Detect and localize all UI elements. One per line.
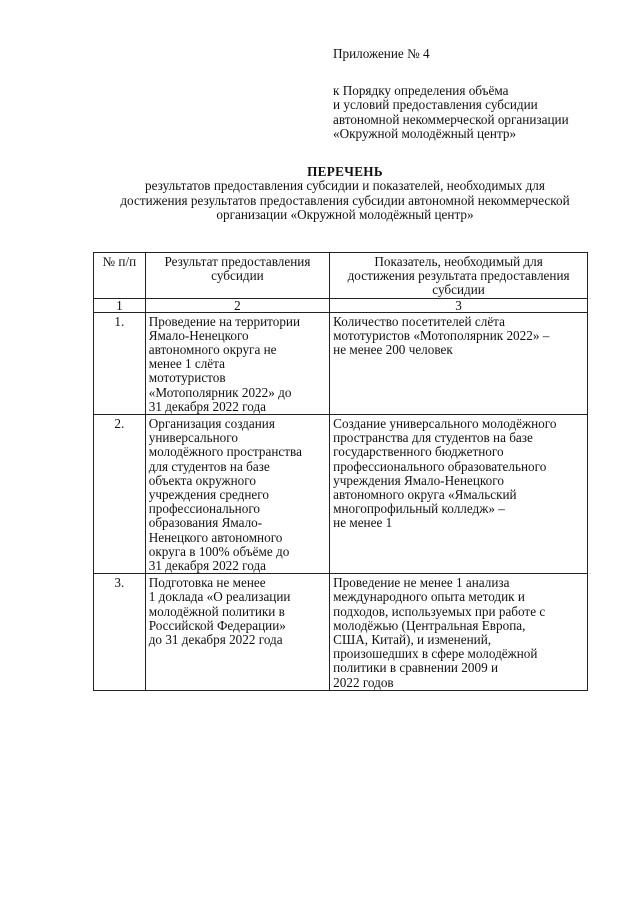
cell-line: менее 1 слёта bbox=[148, 356, 225, 372]
annex-block bbox=[333, 47, 623, 142]
column-number-row bbox=[94, 298, 588, 312]
cell-line: Организация создания bbox=[148, 416, 275, 432]
cell-line: «Мотополярник 2022» до bbox=[148, 384, 292, 400]
cell-line: образования Ямало- bbox=[148, 515, 263, 531]
table-row bbox=[94, 312, 588, 414]
cell-line: учреждения среднего bbox=[148, 487, 269, 503]
column-number: 1 bbox=[94, 298, 146, 312]
cell-line: молодёжного пространства bbox=[148, 444, 302, 460]
row-indicator bbox=[330, 574, 588, 691]
cell-line: Проведение не менее 1 анализа bbox=[333, 575, 510, 591]
cell-line: международного опыта методик и bbox=[333, 589, 525, 605]
cell-line: до 31 декабря 2022 года bbox=[148, 632, 283, 648]
row-result bbox=[145, 415, 329, 574]
cell-line: мототуристов bbox=[148, 370, 226, 386]
cell-line: произошедших в сфере молодёжной bbox=[333, 646, 538, 662]
table-header-row bbox=[94, 253, 588, 299]
cell-line: 31 декабря 2022 года bbox=[148, 398, 267, 414]
cell-line: Ненецкого автономного bbox=[148, 529, 283, 545]
cell-line: достижения результата предоставления bbox=[347, 268, 570, 284]
cell-line: округа в 100% объёме до bbox=[148, 543, 290, 559]
cell-line: многопрофильный колледж» – bbox=[333, 501, 505, 517]
cell-line: политики в сравнении 2009 и bbox=[333, 660, 499, 676]
cell-line: Подготовка не менее bbox=[148, 575, 266, 591]
row-number: 1. bbox=[94, 312, 146, 414]
title-line: достижения результатов предоставления субсидии автономной некоммерческой bbox=[120, 192, 570, 208]
cell-line: молодёжью (Центральная Европа, bbox=[333, 617, 526, 633]
title-line: организации «Окружной молодёжный центр» bbox=[216, 207, 474, 223]
annex-line: «Окружной молодёжный центр» bbox=[333, 126, 517, 142]
header-cell-result bbox=[145, 253, 329, 299]
results-table bbox=[93, 252, 588, 691]
title-heading: ПЕРЕЧЕНЬ bbox=[307, 164, 383, 179]
cell-line: 1 доклада «О реализации bbox=[148, 589, 291, 605]
cell-line: 2022 годов bbox=[333, 674, 394, 690]
cell-line: 31 декабря 2022 года bbox=[148, 558, 267, 574]
row-number: 3. bbox=[94, 574, 146, 691]
table-row bbox=[94, 415, 588, 574]
cell-line: Результат предоставления bbox=[164, 254, 311, 269]
cell-line: Создание универсального молодёжного bbox=[333, 416, 557, 432]
cell-line: № п/п bbox=[102, 254, 137, 269]
row-result bbox=[145, 312, 329, 414]
title-line: результатов предоставления субсидии и показателей, необходимых для bbox=[145, 178, 545, 194]
cell-line: Российской Федерации» bbox=[148, 617, 286, 633]
cell-line: субсидии bbox=[211, 268, 264, 284]
cell-line: молодёжной политики в bbox=[148, 603, 285, 619]
cell-line: профессионального образовательного bbox=[333, 458, 547, 474]
cell-line: объекта окружного bbox=[148, 472, 256, 488]
cell-line: учреждения Ямало-Ненецкого bbox=[333, 472, 504, 488]
cell-line: не менее 200 человек bbox=[333, 342, 453, 358]
cell-line: пространства для студентов на базе bbox=[333, 430, 533, 446]
header-cell-indicator bbox=[330, 253, 588, 299]
row-indicator bbox=[330, 312, 588, 414]
cell-line: Ямало-Ненецкого bbox=[148, 327, 249, 343]
cell-line: Проведение на территории bbox=[148, 313, 301, 329]
header-cell-number bbox=[94, 253, 146, 299]
table-row bbox=[94, 574, 588, 691]
cell-line: не менее 1 bbox=[333, 515, 393, 531]
cell-line: Количество посетителей слёта bbox=[333, 313, 505, 329]
cell-line: профессионального bbox=[148, 501, 260, 517]
row-number: 2. bbox=[94, 415, 146, 574]
document-title bbox=[80, 165, 610, 223]
cell-line: государственного бюджетного bbox=[333, 444, 504, 460]
cell-line: США, Китай), и изменений, bbox=[333, 632, 492, 648]
column-number: 3 bbox=[330, 298, 588, 312]
cell-line: автономного округа «Ямальский bbox=[333, 487, 517, 503]
cell-line: подходов, используемых при работе с bbox=[333, 603, 546, 619]
annex-line: автономной некоммерческой организации bbox=[333, 111, 569, 127]
annex-number: Приложение № 4 bbox=[333, 46, 430, 61]
row-indicator bbox=[330, 415, 588, 574]
annex-line: к Порядку определения объёма bbox=[333, 82, 509, 98]
cell-line: мототуристов «Мотополярник 2022» – bbox=[333, 327, 550, 343]
column-number: 2 bbox=[145, 298, 329, 312]
cell-line: Показатель, необходимый для bbox=[374, 254, 543, 269]
cell-line: для студентов на базе bbox=[148, 458, 270, 474]
cell-line: автономного округа не bbox=[148, 342, 277, 358]
row-result bbox=[145, 574, 329, 691]
annex-line: и условий предоставления субсидии bbox=[333, 97, 538, 113]
cell-line: субсидии bbox=[432, 282, 485, 298]
cell-line: универсального bbox=[148, 430, 238, 446]
